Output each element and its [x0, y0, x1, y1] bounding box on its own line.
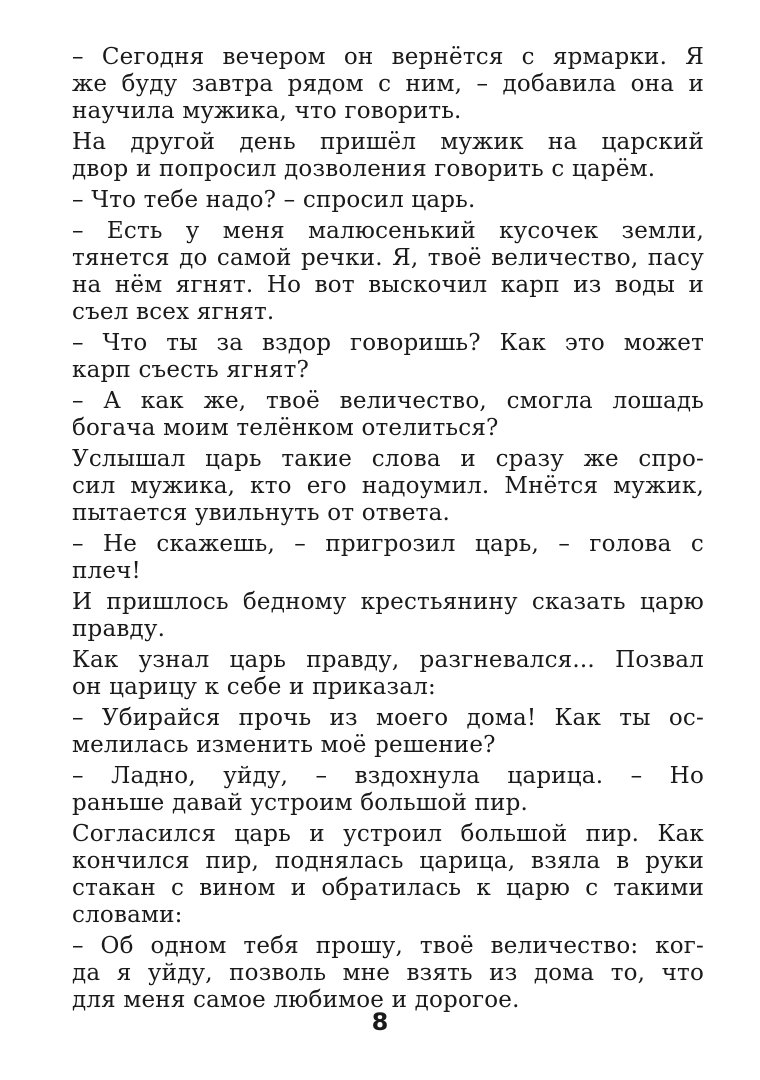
text-line: он царицу к себе и приказал:	[72, 674, 436, 700]
text-line: правду.	[72, 616, 166, 642]
text-line: на нём ягнят. Но вот выскочил карп из воды и	[72, 272, 704, 298]
text-line: стакан с вином и обратилась к царю с такими	[72, 875, 704, 901]
text-line: же буду завтра рядом с ним, – добавила она и	[72, 71, 704, 97]
text-line: двор и попросил дозволения говорить с царём.	[72, 156, 656, 182]
paragraph	[72, 763, 704, 817]
paragraph	[72, 129, 704, 183]
text-line: съел всех ягнят.	[72, 299, 275, 325]
text-line: – Сегодня вечером он вернётся с ярмарки. Я	[72, 44, 704, 70]
text-line: плеч!	[72, 558, 142, 584]
paragraph	[72, 446, 704, 527]
paragraph	[72, 821, 704, 929]
text-line: сил мужика, кто его надоумил. Мнётся мужик,	[72, 473, 704, 499]
text-line: словами:	[72, 902, 183, 928]
text-line: карп съесть ягнят?	[72, 357, 310, 383]
text-line: Услышал царь такие слова и сразу же спро-	[72, 446, 704, 472]
text-line: раньше давай устроим большой пир.	[72, 790, 528, 816]
text-line: да я уйду, позволь мне взять из дома то, что	[72, 960, 704, 986]
paragraph	[72, 44, 704, 125]
text-line: – Убирайся прочь из моего дома! Как ты ос-	[72, 705, 704, 731]
text-line: – Ладно, уйду, – вздохнула царица. – Но	[72, 763, 704, 789]
text-line: кончился пир, поднялась царица, взяла в руки	[72, 848, 704, 874]
text-line: – Не скажешь, – пригрозил царь, – голова с	[72, 531, 704, 557]
text-line: богача моим телёнком отелиться?	[72, 415, 499, 441]
text-line: На другой день пришёл мужик на царский	[72, 129, 704, 155]
text-line: – Об одном тебя прошу, твоё величество: ког-	[72, 933, 704, 959]
text-line: – Что ты за вздор говоришь? Как это может	[72, 330, 704, 356]
paragraph	[72, 647, 704, 701]
text-line: тянется до самой речки. Я, твоё величество, пасу	[72, 245, 704, 271]
paragraph	[72, 933, 704, 1014]
text-line: научила мужика, что говорить.	[72, 98, 462, 124]
text-line: – Что тебе надо? – спросил царь.	[72, 187, 476, 213]
page-body-text	[72, 44, 704, 1018]
text-line: Согласился царь и устроил большой пир. Как	[72, 821, 704, 847]
text-line: – А как же, твоё величество, смогла лошадь	[72, 388, 704, 414]
text-line: – Есть у меня малюсенький кусочек земли,	[72, 218, 704, 244]
text-line: для меня самое любимое и дорогое.	[72, 987, 520, 1013]
text-line: мелилась изменить моё решение?	[72, 732, 496, 758]
text-line: Как узнал царь правду, разгневался... Позвал	[72, 647, 704, 673]
paragraph	[72, 187, 704, 214]
page-number: 8	[371, 1008, 389, 1036]
paragraph	[72, 388, 704, 442]
paragraph	[72, 589, 704, 643]
paragraph	[72, 330, 704, 384]
paragraph	[72, 218, 704, 326]
paragraph	[72, 705, 704, 759]
text-line: пытается увильнуть от ответа.	[72, 500, 451, 526]
paragraph	[72, 531, 704, 585]
text-line: И пришлось бедному крестьянину сказать царю	[72, 589, 704, 615]
